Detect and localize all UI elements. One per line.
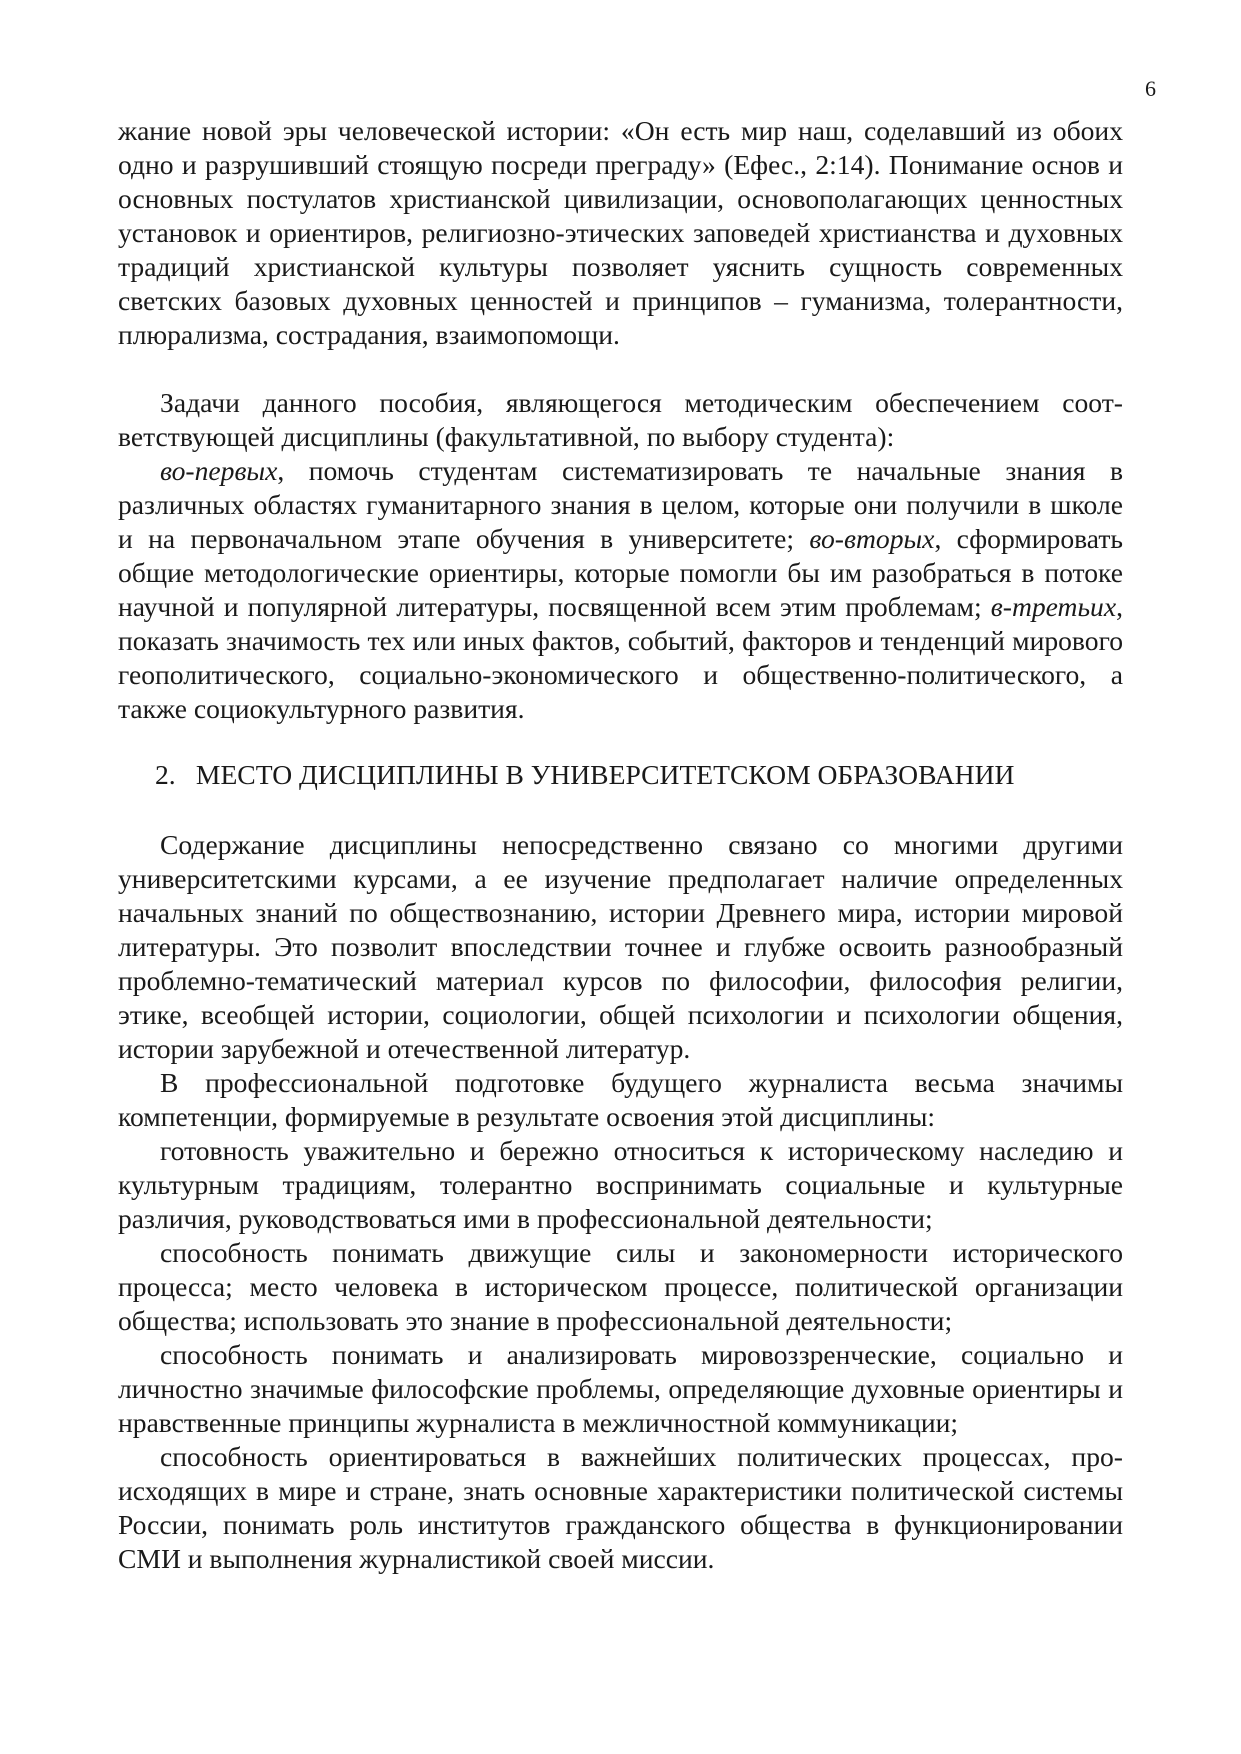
competency-item: способность ориентироваться в важнейших политических процессах, происходящих в мире и стране, знать основные характеристики политической системы России, понимать роль институтов гражданского общества в функционировании СМИ и выполнения журналистикой своей миссии. — [118, 1441, 1123, 1574]
section-number: 2. — [155, 759, 176, 790]
tasks-text-2: , сформировать общие методологические ориентиры, которые помогли бы им разобраться в потоке научной и популярной литературы, посвященной всем этим проблемам; — [118, 523, 1123, 622]
paragraph-tasks-list — [118, 454, 1123, 726]
tasks-text-1: , помочь студентам систематизировать те начальные знания в различных областях гуманитарного знания в целом, которые они получили в школе и на первоначальном этапе обучения в университете; — [118, 455, 1123, 554]
section-title: МЕСТО ДИСЦИПЛИНЫ В УНИВЕРСИТЕТСКОМ ОБРАЗОВАНИИ — [195, 759, 1015, 790]
page-number: 6 — [1145, 76, 1156, 101]
tasks-text-3: , показать значимость тех или иных фактов, событий, факторов и тенденций мирового геополитического, социально-экономического и общественно-политического, а также социокультурного развития. — [118, 591, 1123, 724]
competency-item: способность понимать движущие силы и закономерности исторического процесса; место человека в историческом процессе, политической организации общества; использовать это знание в профессиональной деятельности; — [118, 1237, 1123, 1336]
paragraph-continuation: жание новой эры человеческой истории: «Он есть мир наш, соделавший из обоих одно и разрушивший стоящую посреди преграду» (Ефес., 2:14). Понимание основ и основных постулатов христианской цивилизации, основополагающих ценностных установок и ориентиров, религиозно-этических заповедей христианства и духовных традиций христианской культуры позволяет уяснить сущность современных светских базовых духовных ценностей и принципов – гуманизма, толерантности, плюрализма, сострадания, взаимопомощи. — [118, 115, 1123, 350]
paragraph-content-relations: Содержание дисциплины непосредственно связано со многими другими университетскими курсами, а ее изучение предполагает наличие определенных начальных знаний по обществознанию, истории Древнего мира, истории мировой литературы. Это позволит впоследствии точнее и глубже освоить разнообразный проблемно-тематический материал курсов по философии, философия религии, этике, всеобщей истории, социологии, общей психологии и психологии общения, истории зарубежной и отечественной литератур. — [118, 829, 1123, 1064]
competency-item: способность понимать и анализировать мировоззренческие, социально и личностно значимые философские проблемы, определяющие духовные ориентиры и нравственные принципы журналиста в межличностной коммуникации; — [118, 1339, 1123, 1438]
paragraph-tasks-intro: Задачи данного пособия, являющегося методическим обеспечением соответствующей дисциплины (факультативной, по выбору студента): — [118, 387, 1123, 452]
paragraph-competencies-intro: В профессиональной подготовке будущего журналиста весьма значимы компетенции, формируемые в результате освоения этой дисциплины: — [118, 1067, 1123, 1132]
competency-item: готовность уважительно и бережно относиться к историческому наследию и культурным традициям, толерантно воспринимать социальные и культурные различия, руководствоваться ими в профессиональной деятельности; — [118, 1135, 1123, 1234]
italic-third: в-третьих — [990, 591, 1117, 622]
italic-first: во-первых — [160, 455, 278, 486]
page-body — [118, 114, 1123, 1576]
italic-second: во-вторых — [809, 523, 935, 554]
section-heading — [118, 758, 1123, 792]
